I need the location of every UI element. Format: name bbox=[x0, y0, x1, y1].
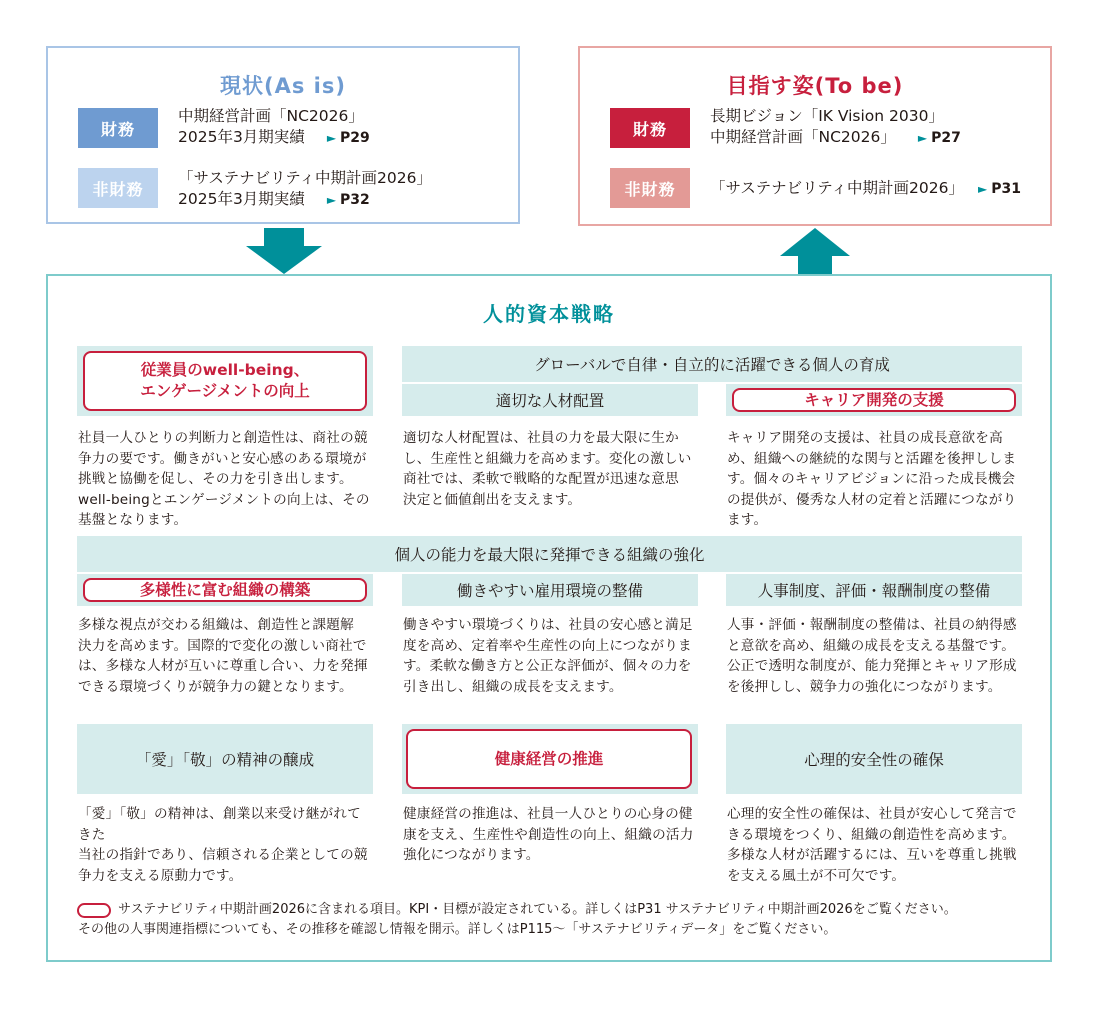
item-title-wellbeing-line1: 従業員のwell-being、 bbox=[140, 361, 310, 379]
item-desc-placement bbox=[403, 428, 699, 510]
desc-line: 度を高め、定着率や生産性の向上につながりま bbox=[403, 637, 692, 654]
item-title-wellbeing bbox=[83, 351, 367, 411]
down-arrow-icon bbox=[246, 228, 322, 274]
desc-line: 挑戦と協働を促し、その力を引き出します。 bbox=[78, 471, 353, 487]
as-is-title: 現状(As is) bbox=[220, 74, 346, 98]
desc-line: す。個々のキャリアビジョンに沿った成長機会 bbox=[727, 471, 1016, 487]
as-is-box bbox=[46, 46, 520, 224]
item-title-career: キャリア開発の支援 bbox=[732, 388, 1016, 412]
to-be-nonfinancial-text bbox=[710, 178, 1021, 200]
to-be-nonfinancial-tag: 非財務 bbox=[610, 168, 690, 208]
to-be-nonfinancial-line1: 「サステナビリティ中期計画2026」 bbox=[710, 179, 964, 197]
desc-line: 健康経営の推進は、社員一人ひとりの心身の健 bbox=[403, 806, 693, 822]
as-is-nonfinancial-text bbox=[178, 168, 432, 211]
desc-line: と意欲を高め、組織の成長を支える基盤です。 bbox=[727, 637, 1016, 654]
desc-line: 多様な視点が交わる組織は、創造性と課題解 bbox=[78, 617, 354, 633]
to-be-financial-line1: 長期ビジョン「IK Vision 2030」 bbox=[710, 107, 944, 125]
group2-header: 個人の能力を最大限に発揮できる組織の強化 bbox=[77, 536, 1022, 572]
strategy-title: 人的資本戦略 bbox=[483, 302, 615, 326]
as-is-nonfinancial-line2-row bbox=[178, 189, 432, 211]
desc-line: し、生産性と組織力を高めます。変化の激しい bbox=[403, 450, 692, 467]
desc-line: を支える風土が不可欠です。 bbox=[727, 867, 906, 884]
item-desc-ai-kei bbox=[78, 804, 374, 886]
desc-line: 人事・評価・報酬制度の整備は、社員の納得感 bbox=[727, 617, 1017, 633]
arrow-right-icon: ► bbox=[977, 182, 988, 196]
item-title-hr-system: 人事制度、評価・報酬制度の整備 bbox=[726, 574, 1022, 606]
desc-line: 引き出し、組織の成長を支えます。 bbox=[403, 678, 623, 695]
desc-line: 社員一人ひとりの判断力と創造性は、商社の競 bbox=[78, 430, 368, 446]
item-desc-health bbox=[403, 804, 699, 866]
item-title-placement: 適切な人材配置 bbox=[402, 384, 698, 416]
item-desc-diversity bbox=[78, 615, 374, 697]
as-is-nonfinancial-ref[interactable]: P32 bbox=[340, 192, 370, 208]
item-title-ai-kei: 「愛」「敬」の精神の醸成 bbox=[77, 724, 373, 794]
desc-line: 強化につながります。 bbox=[403, 847, 540, 863]
desc-line: 商社では、柔軟で戦略的な配置が迅速な意思 bbox=[403, 471, 679, 487]
group1-header: グローバルで自律・自立的に活躍できる個人の育成 bbox=[402, 346, 1022, 382]
desc-line: 基盤となります。 bbox=[78, 512, 188, 528]
desc-line: 争力の要です。働きがいと安心感のある環境が bbox=[78, 450, 367, 467]
to-be-financial-line2: 中期経営計画「NC2026」 bbox=[710, 128, 896, 146]
desc-line: 心理的安全性の確保は、社員が安心して発言で bbox=[727, 806, 1017, 822]
note-line1: サステナビリティ中期計画2026に含まれる項目。KPI・目標が設定されている。詳しくはP31 サステナビリティ中期計画2026をご覧ください。 bbox=[118, 902, 957, 917]
desc-line: 多様な人材が活躍するには、互いを尊重し挑戦 bbox=[727, 847, 1017, 863]
desc-line: 当社の指針であり、信頼される企業としての競 bbox=[78, 847, 368, 863]
item-title-wellbeing-line2: エンゲージメントの向上 bbox=[140, 382, 310, 400]
note-line2: その他の人事関連指標についても、その推移を確認し情報を開示。詳しくはP115～「サステナビリティデータ」をご覧ください。 bbox=[78, 922, 837, 937]
up-arrow-icon bbox=[780, 228, 850, 274]
desc-line: 「愛」「敬」の精神は、創業以来受け継がれてきた bbox=[78, 806, 361, 843]
as-is-financial-tag: 財務 bbox=[78, 108, 158, 148]
as-is-financial-line2: 2025年3月期実績 bbox=[178, 128, 305, 146]
desc-line: well-beingとエンゲージメントの向上は、その bbox=[78, 491, 370, 508]
as-is-nonfinancial-line1: 「サステナビリティ中期計画2026」 bbox=[178, 169, 432, 187]
to-be-nonfinancial-ref[interactable]: P31 bbox=[991, 181, 1021, 197]
desc-line: を後押しし、競争力の強化につながります。 bbox=[727, 678, 1002, 695]
arrow-right-icon: ► bbox=[326, 193, 337, 207]
desc-line: 康を支え、生産性や創造性の向上、組織の活力 bbox=[403, 826, 694, 843]
as-is-financial-text bbox=[178, 106, 370, 149]
desc-line: 決力を高めます。国際的で変化の激しい商社で bbox=[78, 637, 367, 654]
to-be-financial-ref[interactable]: P27 bbox=[931, 130, 961, 146]
arrow-right-icon: ► bbox=[326, 131, 337, 145]
item-desc-psych-safety bbox=[727, 804, 1023, 886]
to-be-financial-text bbox=[710, 106, 961, 149]
item-title-work-environment: 働きやすい雇用環境の整備 bbox=[402, 574, 698, 606]
as-is-financial-line2-row bbox=[178, 127, 370, 149]
desc-line: きる環境をつくり、組織の創造性を高めます。 bbox=[727, 826, 1016, 843]
item-desc-career bbox=[727, 428, 1023, 531]
as-is-nonfinancial-tag: 非財務 bbox=[78, 168, 158, 208]
item-desc-wellbeing bbox=[78, 428, 374, 531]
item-title-diversity: 多様性に富む組織の構築 bbox=[83, 578, 367, 602]
item-title-psych-safety: 心理的安全性の確保 bbox=[726, 724, 1022, 794]
to-be-financial-tag: 財務 bbox=[610, 108, 690, 148]
desc-line: の提供が、優秀な人材の定着と活躍につながり bbox=[727, 491, 1017, 508]
desc-line: め、組織への継続的な関与と活躍を後押ししま bbox=[727, 450, 1017, 467]
as-is-nonfinancial-line2: 2025年3月期実績 bbox=[178, 190, 305, 208]
desc-line: ます。 bbox=[727, 512, 768, 528]
to-be-financial-line2-row bbox=[710, 127, 961, 149]
desc-line: できる環境づくりが競争力の鍵となります。 bbox=[78, 678, 353, 695]
desc-line: 適切な人材配置は、社員の力を最大限に生か bbox=[403, 430, 679, 446]
item-title-health: 健康経営の推進 bbox=[406, 729, 692, 789]
desc-line: 働きやすい環境づくりは、社員の安心感と満足 bbox=[403, 617, 693, 633]
desc-line: キャリア開発の支援は、社員の成長意欲を高 bbox=[727, 430, 1003, 446]
arrow-right-icon: ► bbox=[917, 131, 928, 145]
desc-line: 決定と価値創出を支えます。 bbox=[403, 491, 582, 508]
desc-line: 争力を支える原動力です。 bbox=[78, 867, 243, 884]
legend-outline-icon bbox=[77, 903, 111, 918]
item-desc-work-environment bbox=[403, 615, 699, 697]
as-is-financial-line1: 中期経営計画「NC2026」 bbox=[178, 107, 364, 125]
desc-line: は、多様な人材が互いに尊重し合い、力を発揮 bbox=[78, 658, 368, 674]
item-desc-hr-system bbox=[727, 615, 1023, 697]
to-be-title: 目指す姿(To be) bbox=[726, 74, 904, 98]
to-be-box bbox=[578, 46, 1052, 226]
as-is-financial-ref[interactable]: P29 bbox=[340, 130, 370, 146]
desc-line: 公正で透明な制度が、能力発揮とキャリア形成 bbox=[727, 658, 1017, 674]
desc-line: す。柔軟な働き方と公正な評価が、個々の力を bbox=[403, 658, 692, 674]
